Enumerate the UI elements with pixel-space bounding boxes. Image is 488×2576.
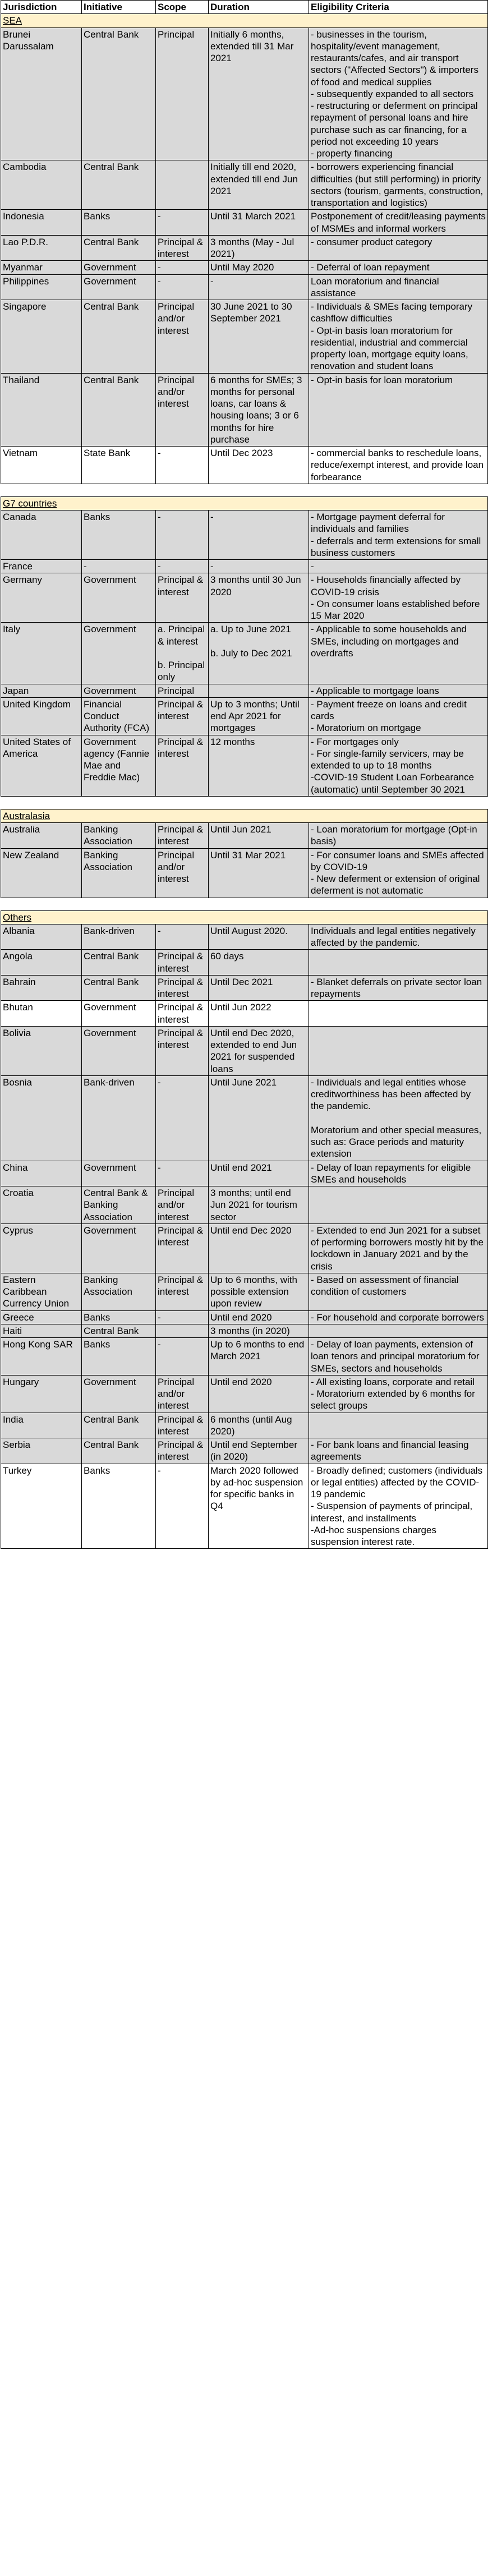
cell-duration: Until end 2020 (209, 1375, 309, 1413)
cell-eligibility: - For bank loans and financial leasing agreements (309, 1438, 488, 1464)
cell-initiative: Banks (82, 1338, 156, 1376)
cell-duration: a. Up to June 2021 b. July to Dec 2021 (209, 623, 309, 684)
table-row (1, 1338, 488, 1376)
table-row (1, 274, 488, 300)
cell-scope: Principal & interest (156, 1438, 209, 1464)
cell-jurisdiction: Singapore (1, 300, 82, 374)
section-header-row (1, 496, 488, 510)
cell-eligibility: - borrowers experiencing financial difficulties (but still performing) in priority sectors (tourism, garments, construction, transportation and logistics) (309, 160, 488, 210)
table-row (1, 924, 488, 950)
cell-jurisdiction: China (1, 1161, 82, 1186)
cell-eligibility: - Individuals and legal entities whose creditworthiness has been affected by the pandemic. Moratorium and other special measures, such as: Grace periods and maturity extension (309, 1075, 488, 1161)
cell-jurisdiction: Indonesia (1, 210, 82, 236)
cell-duration: Until end Dec 2020, extended to end Jun 2021 for suspended loans (209, 1026, 309, 1075)
cell-duration: Initially 6 months, extended till 31 Mar 2021 (209, 27, 309, 160)
cell-jurisdiction: Serbia (1, 1438, 82, 1464)
column-header-jurisdiction: Jurisdiction (1, 1, 82, 14)
table-row (1, 684, 488, 697)
cell-jurisdiction: India (1, 1413, 82, 1438)
cell-initiative: Government (82, 274, 156, 300)
cell-jurisdiction: Haiti (1, 1324, 82, 1337)
table-row (1, 160, 488, 210)
column-header-initiative: Initiative (82, 1, 156, 14)
cell-scope: Principal (156, 684, 209, 697)
cell-scope: Principal and/or interest (156, 373, 209, 447)
cell-duration: Until May 2020 (209, 261, 309, 274)
cell-initiative: Central Bank (82, 975, 156, 1001)
table-row (1, 373, 488, 447)
cell-jurisdiction: Germany (1, 573, 82, 623)
cell-jurisdiction: Japan (1, 684, 82, 697)
cell-eligibility: - (309, 560, 488, 573)
section-spacer (1, 898, 488, 910)
cell-scope: - (156, 1310, 209, 1324)
cell-eligibility: - Delay of loan payments, extension of loan tenors and principal moratorium for SMEs, sectors and households (309, 1338, 488, 1376)
cell-initiative: Central Bank (82, 300, 156, 374)
table-row (1, 1161, 488, 1186)
table-row (1, 1464, 488, 1549)
table-row (1, 27, 488, 160)
cell-scope: Principal & interest (156, 1026, 209, 1075)
cell-duration: 60 days (209, 950, 309, 976)
table-row (1, 560, 488, 573)
cell-jurisdiction: Vietnam (1, 447, 82, 484)
section-spacer (1, 484, 488, 496)
cell-duration: Up to 6 months, with possible extension upon review (209, 1273, 309, 1310)
cell-scope: - (156, 274, 209, 300)
cell-jurisdiction: Bosnia (1, 1075, 82, 1161)
cell-duration: Until end 2020 (209, 1310, 309, 1324)
cell-scope: - (156, 261, 209, 274)
loan-moratorium-table (1, 0, 488, 1549)
cell-duration: Until Dec 2021 (209, 975, 309, 1001)
cell-jurisdiction: Albania (1, 924, 82, 950)
cell-initiative: Government (82, 573, 156, 623)
cell-duration: Up to 3 months; Until end Apr 2021 for mortgages (209, 697, 309, 735)
cell-jurisdiction: Brunei Darussalam (1, 27, 82, 160)
cell-duration: Until 31 March 2021 (209, 210, 309, 236)
cell-duration: Until end September (in 2020) (209, 1438, 309, 1464)
cell-duration: March 2020 followed by ad-hoc suspension for specific banks in Q4 (209, 1464, 309, 1549)
cell-initiative: Government (82, 623, 156, 684)
column-header-duration: Duration (209, 1, 309, 14)
section-header-row (1, 809, 488, 822)
table-row (1, 1310, 488, 1324)
cell-initiative: Government (82, 1161, 156, 1186)
table-body (1, 14, 488, 1549)
table-row (1, 1438, 488, 1464)
cell-scope: Principal & interest (156, 1223, 209, 1273)
column-header-scope: Scope (156, 1, 209, 14)
cell-duration: - (209, 274, 309, 300)
cell-eligibility: Postponement of credit/leasing payments of MSMEs and informal workers (309, 210, 488, 236)
cell-initiative: Central Bank (82, 373, 156, 447)
cell-eligibility: - For mortgages only - For single-family servicers, may be extended to up to 18 months -COVID-19 Student Loan Forbearance (automatic) until September 30 2021 (309, 735, 488, 796)
table-row (1, 975, 488, 1001)
cell-jurisdiction: Eastern Caribbean Currency Union (1, 1273, 82, 1310)
cell-scope (156, 160, 209, 210)
table-row (1, 950, 488, 976)
cell-scope: Principal & interest (156, 1413, 209, 1438)
cell-eligibility: - Based on assessment of financial condition of customers (309, 1273, 488, 1310)
cell-initiative: Central Bank (82, 1438, 156, 1464)
cell-eligibility: - Blanket deferrals on private sector loan repayments (309, 975, 488, 1001)
cell-duration: 6 months for SMEs; 3 months for personal loans, car loans & housing loans; 3 or 6 months for hire purchase (209, 373, 309, 447)
cell-initiative: Central Bank (82, 950, 156, 976)
cell-scope: Principal & interest (156, 735, 209, 796)
section-title: G7 countries (1, 496, 488, 510)
cell-initiative: Government (82, 1375, 156, 1413)
cell-scope: - (156, 1075, 209, 1161)
cell-scope: Principal and/or interest (156, 1186, 209, 1224)
cell-eligibility: - Applicable to mortgage loans (309, 684, 488, 697)
cell-eligibility: - Delay of loan repayments for eligible SMEs and households (309, 1161, 488, 1186)
cell-eligibility: - Applicable to some households and SMEs, including on mortgages and overdrafts (309, 623, 488, 684)
table-row (1, 1324, 488, 1337)
cell-eligibility: - Households financially affected by COVID-19 crisis - On consumer loans established before 15 Mar 2020 (309, 573, 488, 623)
cell-jurisdiction: Canada (1, 510, 82, 560)
cell-duration: 6 months (until Aug 2020) (209, 1413, 309, 1438)
cell-duration: Until Jun 2021 (209, 823, 309, 849)
cell-eligibility: - Mortgage payment deferral for individuals and families - deferrals and term extensions for small business customers (309, 510, 488, 560)
cell-duration: Until 31 Mar 2021 (209, 848, 309, 898)
cell-eligibility (309, 1026, 488, 1075)
cell-initiative: Banks (82, 1464, 156, 1549)
cell-jurisdiction: Philippines (1, 274, 82, 300)
cell-eligibility: - For consumer loans and SMEs affected by COVID-19 - New deferment or extension of original deferment is not automatic (309, 848, 488, 898)
cell-scope: Principal & interest (156, 1273, 209, 1310)
cell-duration: 3 months (May - Jul 2021) (209, 235, 309, 261)
cell-eligibility (309, 1413, 488, 1438)
cell-scope: Principal & interest (156, 697, 209, 735)
cell-initiative: Government (82, 1001, 156, 1027)
cell-initiative: Central Bank (82, 1413, 156, 1438)
cell-jurisdiction: Hungary (1, 1375, 82, 1413)
cell-initiative: Bank-driven (82, 1075, 156, 1161)
cell-duration: - (209, 560, 309, 573)
cell-duration: 3 months (in 2020) (209, 1324, 309, 1337)
cell-initiative: State Bank (82, 447, 156, 484)
cell-scope: - (156, 1161, 209, 1186)
cell-jurisdiction: Bhutan (1, 1001, 82, 1027)
cell-scope: Principal & interest (156, 1001, 209, 1027)
cell-eligibility: - Payment freeze on loans and credit cards - Moratorium on mortgage (309, 697, 488, 735)
cell-duration: Until August 2020. (209, 924, 309, 950)
cell-duration: Until Jun 2022 (209, 1001, 309, 1027)
cell-jurisdiction: Turkey (1, 1464, 82, 1549)
cell-scope: - (156, 447, 209, 484)
table-row (1, 697, 488, 735)
cell-jurisdiction: France (1, 560, 82, 573)
cell-initiative: Banking Association (82, 848, 156, 898)
section-header-row (1, 910, 488, 924)
cell-initiative: Central Bank (82, 160, 156, 210)
cell-duration: Up to 6 months to end March 2021 (209, 1338, 309, 1376)
cell-eligibility: - All existing loans, corporate and retail - Moratorium extended by 6 months for select groups (309, 1375, 488, 1413)
cell-scope: - (156, 560, 209, 573)
cell-eligibility (309, 1186, 488, 1224)
header-row (1, 1, 488, 14)
table-row (1, 848, 488, 898)
cell-jurisdiction: Angola (1, 950, 82, 976)
cell-scope: Principal and/or interest (156, 300, 209, 374)
cell-eligibility (309, 1324, 488, 1337)
cell-eligibility: - Opt-in basis for loan moratorium (309, 373, 488, 447)
table-row (1, 823, 488, 849)
cell-jurisdiction: Australia (1, 823, 82, 849)
cell-scope: Principal & interest (156, 573, 209, 623)
cell-initiative: Banking Association (82, 823, 156, 849)
cell-eligibility: - businesses in the tourism, hospitality/event management, restaurants/cafes, and air transport sectors ("Affected Sectors") & importers of food and medical supplies - subsequently expanded to all sectors - restructuring or deferment on principal repayment of personal loans and hire purchase such as car financing, for a period not exceeding 10 years - property financing (309, 27, 488, 160)
cell-duration (209, 684, 309, 697)
table-row (1, 1375, 488, 1413)
cell-initiative: Government (82, 1026, 156, 1075)
cell-jurisdiction: Cambodia (1, 160, 82, 210)
cell-duration: Until Dec 2023 (209, 447, 309, 484)
cell-jurisdiction: Italy (1, 623, 82, 684)
cell-duration: - (209, 510, 309, 560)
cell-eligibility: - Deferral of loan repayment (309, 261, 488, 274)
cell-scope: - (156, 510, 209, 560)
cell-jurisdiction: Bolivia (1, 1026, 82, 1075)
cell-initiative: Government (82, 1223, 156, 1273)
cell-eligibility: - Broadly defined; customers (individuals or legal entities) affected by the COVID-19 pandemic - Suspension of payments of principal, interest, and installments -Ad-hoc suspensions charges suspension interest rate. (309, 1464, 488, 1549)
cell-scope: Principal and/or interest (156, 848, 209, 898)
cell-scope (156, 1324, 209, 1337)
cell-initiative: Central Bank (82, 235, 156, 261)
table-row (1, 1075, 488, 1161)
cell-initiative: Central Bank & Banking Association (82, 1186, 156, 1224)
table-row (1, 735, 488, 796)
cell-jurisdiction: Myanmar (1, 261, 82, 274)
cell-eligibility: - For household and corporate borrowers (309, 1310, 488, 1324)
cell-eligibility: - Extended to end Jun 2021 for a subset of performing borrowers mostly hit by the lockdown in January 2021 and by the crisis (309, 1223, 488, 1273)
section-title: Others (1, 910, 488, 924)
table-row (1, 235, 488, 261)
cell-initiative: Banks (82, 1310, 156, 1324)
cell-duration: 12 months (209, 735, 309, 796)
cell-duration: Initially till end 2020, extended till end Jun 2021 (209, 160, 309, 210)
cell-scope: - (156, 1338, 209, 1376)
cell-eligibility: - consumer product category (309, 235, 488, 261)
cell-duration: Until end 2021 (209, 1161, 309, 1186)
table-row (1, 1413, 488, 1438)
cell-jurisdiction: Thailand (1, 373, 82, 447)
cell-scope: - (156, 924, 209, 950)
cell-jurisdiction: Greece (1, 1310, 82, 1324)
table-row (1, 1186, 488, 1224)
cell-eligibility (309, 950, 488, 976)
cell-duration: 30 June 2021 to 30 September 2021 (209, 300, 309, 374)
cell-initiative: - (82, 560, 156, 573)
table-row (1, 1026, 488, 1075)
cell-duration: Until June 2021 (209, 1075, 309, 1161)
cell-initiative: Government (82, 261, 156, 274)
cell-scope: Principal & interest (156, 975, 209, 1001)
cell-eligibility: Loan moratorium and financial assistance (309, 274, 488, 300)
cell-duration: Until end Dec 2020 (209, 1223, 309, 1273)
cell-initiative: Government agency (Fannie Mae and Freddie Mac) (82, 735, 156, 796)
cell-jurisdiction: New Zealand (1, 848, 82, 898)
cell-eligibility: - commercial banks to reschedule loans, reduce/exempt interest, and provide loan forbearance (309, 447, 488, 484)
cell-scope: Principal & interest (156, 235, 209, 261)
cell-eligibility: Individuals and legal entities negatively affected by the pandemic. (309, 924, 488, 950)
table-row (1, 300, 488, 374)
cell-initiative: Government (82, 684, 156, 697)
cell-initiative: Bank-driven (82, 924, 156, 950)
column-header-eligibility: Eligibility Criteria (309, 1, 488, 14)
cell-scope: Principal and/or interest (156, 1375, 209, 1413)
cell-scope: Principal & interest (156, 823, 209, 849)
section-title: Australasia (1, 809, 488, 822)
cell-initiative: Financial Conduct Authority (FCA) (82, 697, 156, 735)
section-spacer (1, 796, 488, 809)
cell-duration: 3 months; until end Jun 2021 for tourism sector (209, 1186, 309, 1224)
table-row (1, 210, 488, 236)
table-row (1, 1273, 488, 1310)
cell-jurisdiction: Croatia (1, 1186, 82, 1224)
cell-jurisdiction: United States of America (1, 735, 82, 796)
cell-initiative: Banks (82, 510, 156, 560)
cell-scope: a. Principal & interest b. Principal only (156, 623, 209, 684)
cell-scope: - (156, 210, 209, 236)
cell-initiative: Central Bank (82, 1324, 156, 1337)
table-row (1, 1001, 488, 1027)
cell-jurisdiction: Bahrain (1, 975, 82, 1001)
cell-initiative: Banks (82, 210, 156, 236)
cell-initiative: Central Bank (82, 27, 156, 160)
cell-initiative: Banking Association (82, 1273, 156, 1310)
table-row (1, 573, 488, 623)
table-row (1, 1223, 488, 1273)
table-row (1, 510, 488, 560)
section-title: SEA (1, 14, 488, 27)
cell-scope: Principal (156, 27, 209, 160)
table-row (1, 261, 488, 274)
cell-jurisdiction: United Kingdom (1, 697, 82, 735)
cell-scope: Principal & interest (156, 950, 209, 976)
cell-duration: 3 months until 30 Jun 2020 (209, 573, 309, 623)
table-row (1, 623, 488, 684)
table-row (1, 447, 488, 484)
cell-eligibility: - Loan moratorium for mortgage (Opt-in basis) (309, 823, 488, 849)
cell-scope: - (156, 1464, 209, 1549)
cell-eligibility (309, 1001, 488, 1027)
section-header-row (1, 14, 488, 27)
cell-eligibility: - Individuals & SMEs facing temporary cashflow difficulties - Opt-in basis loan moratorium for residential, industrial and commercial property loan, mortgage equity loans, renovation and student loans (309, 300, 488, 374)
cell-jurisdiction: Cyprus (1, 1223, 82, 1273)
cell-jurisdiction: Lao P.D.R. (1, 235, 82, 261)
cell-jurisdiction: Hong Kong SAR (1, 1338, 82, 1376)
